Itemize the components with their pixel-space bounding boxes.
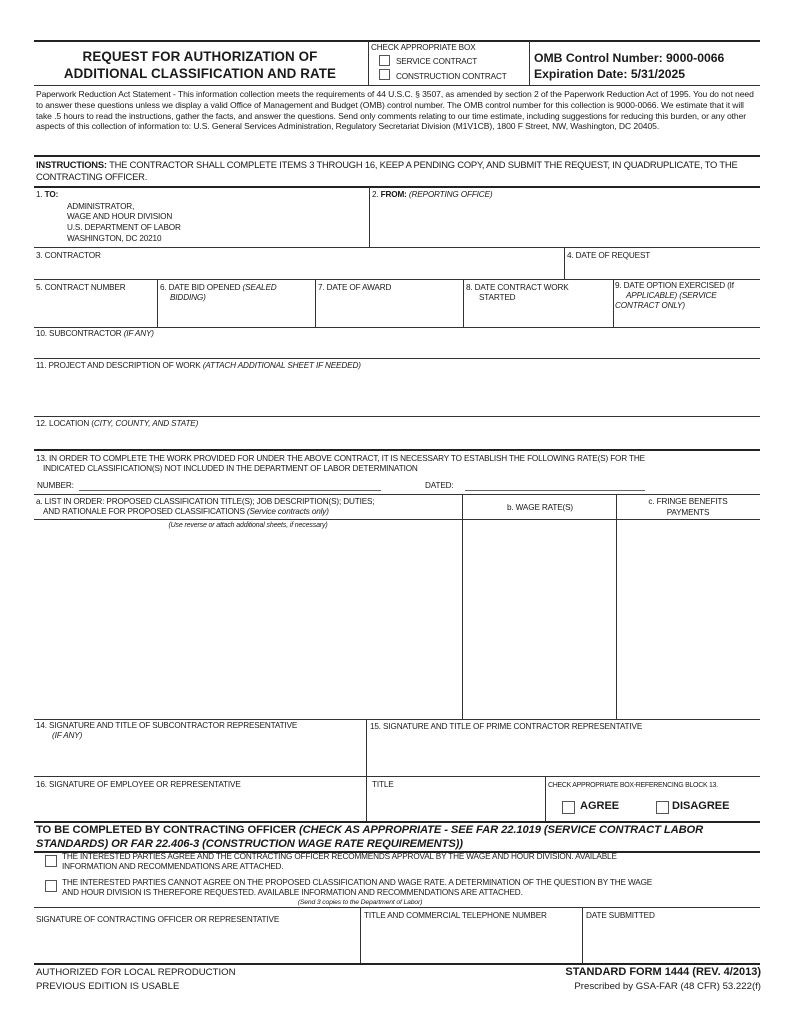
block2-label: 2. FROM: (REPORTING OFFICE) — [372, 190, 493, 199]
date-contract-work-started-field[interactable] — [466, 305, 610, 325]
block8-label-line2: STARTED — [479, 293, 516, 302]
employee-title-field[interactable] — [372, 792, 542, 820]
prime-contractor-signature-field[interactable] — [370, 734, 758, 774]
block6-label: 6. DATE BID OPENED (SEALED — [160, 283, 277, 292]
agree-label: AGREE — [580, 800, 620, 812]
title-check-divider — [545, 777, 546, 822]
number-label: NUMBER: — [37, 481, 74, 490]
block13-table-top-rule — [34, 494, 760, 495]
date-bid-opened-field[interactable] — [160, 305, 312, 325]
block5-top-rule — [34, 279, 760, 280]
service-contract-checkbox[interactable] — [379, 55, 390, 66]
col-a-b-divider — [462, 495, 463, 719]
block13-top-rule — [34, 449, 760, 451]
block5-label: 5. CONTRACT NUMBER — [36, 283, 126, 292]
classification-list-field[interactable] — [36, 532, 460, 716]
block16-label: 16. SIGNATURE OF EMPLOYEE OR REPRESENTATIVE — [36, 780, 241, 789]
block1-address-line3: U.S. DEPARTMENT OF LABOR — [67, 223, 181, 232]
send-copies-note: (Send 3 copies to the Department of Labor) — [297, 899, 423, 906]
check-box-referencing-label: CHECK APPROPRIATE BOX-REFERENCING BLOCK 13. — [548, 782, 718, 789]
disagree-label: DISAGREE — [672, 800, 730, 812]
dated-label: DATED: — [425, 481, 454, 490]
standard-form-id: STANDARD FORM 1444 (REV. 4/2013) — [565, 966, 761, 978]
header-divider-2 — [529, 41, 530, 85]
block5-6-divider — [157, 280, 158, 328]
co-date-submitted-field[interactable] — [586, 923, 758, 961]
previous-edition-usable: PREVIOUS EDITION IS USABLE — [36, 981, 180, 992]
block8-9-divider — [613, 280, 614, 328]
col-a-header-line1: a. LIST IN ORDER: PROPOSED CLASSIFICATION TITLE(S); JOB DESCRIPTION(S); DUTIES; — [36, 497, 375, 506]
header-bottom-rule — [34, 85, 760, 86]
block11-top-rule — [34, 358, 760, 359]
co-option-disagree-line1: THE INTERESTED PARTIES CANNOT AGREE ON THE PROPOSED CLASSIFICATION AND WAGE RATE. A DETERMINATION OF THE QUESTION BY THE WAGE — [62, 878, 653, 887]
wage-rates-field[interactable] — [464, 522, 614, 716]
block9-label-line1: 9. DATE OPTION EXERCISED (If — [615, 281, 734, 290]
block6-label-line2: BIDDING) — [170, 293, 206, 302]
date-of-award-field[interactable] — [318, 295, 460, 325]
block1-label: 1. TO: — [36, 190, 59, 199]
col-b-header: b. WAGE RATE(S) — [507, 503, 573, 512]
date-option-exercised-field[interactable] — [615, 312, 757, 326]
subcontractor-signature-field[interactable] — [36, 743, 362, 773]
service-contract-label: SERVICE CONTRACT — [396, 57, 478, 66]
block8-label-line1: 8. DATE CONTRACT WORK — [466, 283, 569, 292]
footer-top-rule — [34, 963, 760, 965]
col-b-c-divider — [616, 495, 617, 719]
block10-label: 10. SUBCONTRACTOR (IF ANY) — [36, 329, 154, 338]
block7-label: 7. DATE OF AWARD — [318, 283, 392, 292]
block1-address-line2: WAGE AND HOUR DIVISION — [67, 212, 173, 221]
block3-4-divider — [564, 248, 565, 279]
block1-2-divider — [369, 187, 370, 247]
instructions — [36, 159, 760, 183]
number-underline[interactable] — [79, 490, 381, 491]
block14-note: (IF ANY) — [52, 731, 83, 740]
co-option-agree-line2: INFORMATION AND RECOMMENDATIONS ARE ATTACHED. — [62, 862, 284, 871]
form-title-line1: REQUEST FOR AUTHORIZATION OF — [82, 49, 318, 64]
block1-address-line1: ADMINISTRATOR, — [67, 202, 135, 211]
dated-underline[interactable] — [465, 490, 645, 491]
construction-contract-checkbox[interactable] — [379, 69, 390, 80]
block4-label: 4. DATE OF REQUEST — [567, 251, 651, 260]
block11-label: 11. PROJECT AND DESCRIPTION OF WORK (ATTACH ADDITIONAL SHEET IF NEEDED) — [36, 361, 361, 370]
col-c-header-line2: PAYMENTS — [666, 508, 710, 517]
block12-top-rule — [34, 416, 760, 417]
block3-label: 3. CONTRACTOR — [36, 251, 101, 260]
project-description-field[interactable] — [36, 373, 758, 413]
paperwork-reduction-statement: Paperwork Reduction Act Statement - This information collection meets the requirements of 44 U.S.C. § 3507, as amended by section 2 of the Paperwork Reduction Act of 1995. You do not need to answer these questions unless we display a valid Office of Management and Budget (OMB) control number. The OMB control number for this collection is 9000-0066. We estimate that it will take .5 hours to read the instructions, gather the facts, and answer the questions. Send only comments relating to our time estimate, including suggestions for reducing this burden, or any other aspects of this collection of information to: U.S. General Services Administration, Regulatory Secretariat Division (M1V1CB), 1800 F Street, NW, Washington, DC 20405. — [36, 89, 754, 132]
top-rule — [34, 40, 760, 42]
location-field[interactable] — [36, 431, 758, 447]
instructions-text: THE CONTRACTOR SHALL COMPLETE ITEMS 3 THROUGH 16, KEEP A PENDING COPY, AND SUBMIT THE REQUEST, IN QUADRUPLICATE, TO THE CONTRACTING OFFICER. — [36, 159, 738, 182]
block3-top-rule — [34, 247, 760, 248]
co-option-disagree-line2: AND HOUR DIVISION IS THEREFORE REQUESTED. AVAILABLE INFORMATION AND RECOMMENDATIONS ARE ATTACHED. — [62, 888, 523, 897]
instructions-label: INSTRUCTIONS: — [36, 159, 107, 170]
co-option-disagree-checkbox[interactable] — [45, 880, 57, 892]
col-c-header-line1: c. FRINGE BENEFITS — [648, 497, 728, 506]
block6-7-divider — [315, 280, 316, 328]
contract-number-field[interactable] — [36, 295, 154, 325]
block1-top-rule — [34, 186, 760, 188]
block10-top-rule — [34, 327, 760, 328]
block13-text-line1: 13. IN ORDER TO COMPLETE THE WORK PROVIDED FOR UNDER THE ABOVE CONTRACT, IT IS NECESSARY TO ESTABLISH THE FOLLOWING RATE(S) FOR THE — [36, 454, 645, 463]
header-divider-1 — [368, 41, 369, 85]
co-sig-title-divider — [360, 908, 361, 963]
block12-label: 12. LOCATION (CITY, COUNTY, AND STATE) — [36, 419, 199, 428]
from-reporting-office-field[interactable] — [372, 202, 758, 244]
check-appropriate-box-label: CHECK APPROPRIATE BOX — [371, 43, 476, 52]
block14-top-rule — [34, 719, 760, 720]
construction-contract-label: CONSTRUCTION CONTRACT — [396, 72, 507, 81]
block13-text-line2: INDICATED CLASSIFICATION(S) NOT INCLUDED IN THE DEPARTMENT OF LABOR DETERMINATION — [43, 464, 418, 473]
co-title-phone-label: TITLE AND COMMERCIAL TELEPHONE NUMBER — [364, 911, 547, 920]
co-title-date-divider — [582, 908, 583, 963]
block14-15-divider — [366, 720, 367, 822]
date-of-request-field[interactable] — [567, 262, 757, 277]
contracting-officer-heading: TO BE COMPLETED BY CONTRACTING OFFICER (CHECK AS APPROPRIATE - SEE FAR 22.1019 (SERVICE CONTRACT LABOR STANDARDS) OR FAR 22.406-3 (CONSTRUCTION WAGE RATE REQUIREMENTS)) — [36, 824, 704, 850]
co-option-agree-checkbox[interactable] — [45, 855, 57, 867]
form-title-line2: ADDITIONAL CLASSIFICATION AND RATE — [63, 66, 337, 81]
agree-checkbox[interactable] — [562, 801, 575, 814]
omb-control-number: OMB Control Number: 9000-0066 — [534, 51, 725, 65]
fringe-benefits-field[interactable] — [618, 522, 758, 716]
employee-signature-field[interactable] — [36, 792, 362, 820]
expiration-date: Expiration Date: 5/31/2025 — [534, 67, 686, 81]
co-signature-field[interactable] — [36, 927, 356, 961]
contractor-field[interactable] — [36, 262, 561, 277]
prescribed-by: Prescribed by GSA-FAR (48 CFR) 53.222(f) — [574, 981, 761, 992]
authorized-reproduction: AUTHORIZED FOR LOCAL REPRODUCTION — [36, 967, 236, 978]
block13-header-bottom-rule — [34, 519, 760, 520]
block16-title-label: TITLE — [372, 780, 394, 789]
co-signature-label: SIGNATURE OF CONTRACTING OFFICER OR REPRESENTATIVE — [36, 915, 280, 924]
block15-label: 15. SIGNATURE AND TITLE OF PRIME CONTRACTOR REPRESENTATIVE — [370, 722, 643, 731]
co-title-phone-field[interactable] — [364, 923, 578, 961]
block1-address-line4: WASHINGTON, DC 20210 — [67, 234, 162, 243]
col-a-header-line2: AND RATIONALE FOR PROPOSED CLASSIFICATIONS (Service contracts only) — [43, 507, 329, 516]
co-signature-top-rule — [34, 907, 760, 908]
block9-label-line3: CONTRACT ONLY) — [615, 301, 685, 310]
instructions-top-rule — [34, 155, 760, 157]
block14-label: 14. SIGNATURE AND TITLE OF SUBCONTRACTOR REPRESENTATIVE — [36, 721, 298, 730]
co-option-agree-line1: THE INTERESTED PARTIES AGREE AND THE CONTRACTING OFFICER RECOMMENDS APPROVAL BY THE WAGE AND HOUR DIVISION. AVAILABLE — [62, 852, 617, 861]
block16-top-rule — [34, 776, 760, 777]
co-date-submitted-label: DATE SUBMITTED — [586, 911, 655, 920]
subcontractor-field[interactable] — [36, 340, 758, 356]
block9-label-line2: APPLICABLE) (SERVICE — [626, 291, 717, 300]
block7-8-divider — [463, 280, 464, 328]
col-a-subnote: (Use reverse or attach additional sheets, if necessary) — [168, 522, 328, 529]
disagree-checkbox[interactable] — [656, 801, 669, 814]
